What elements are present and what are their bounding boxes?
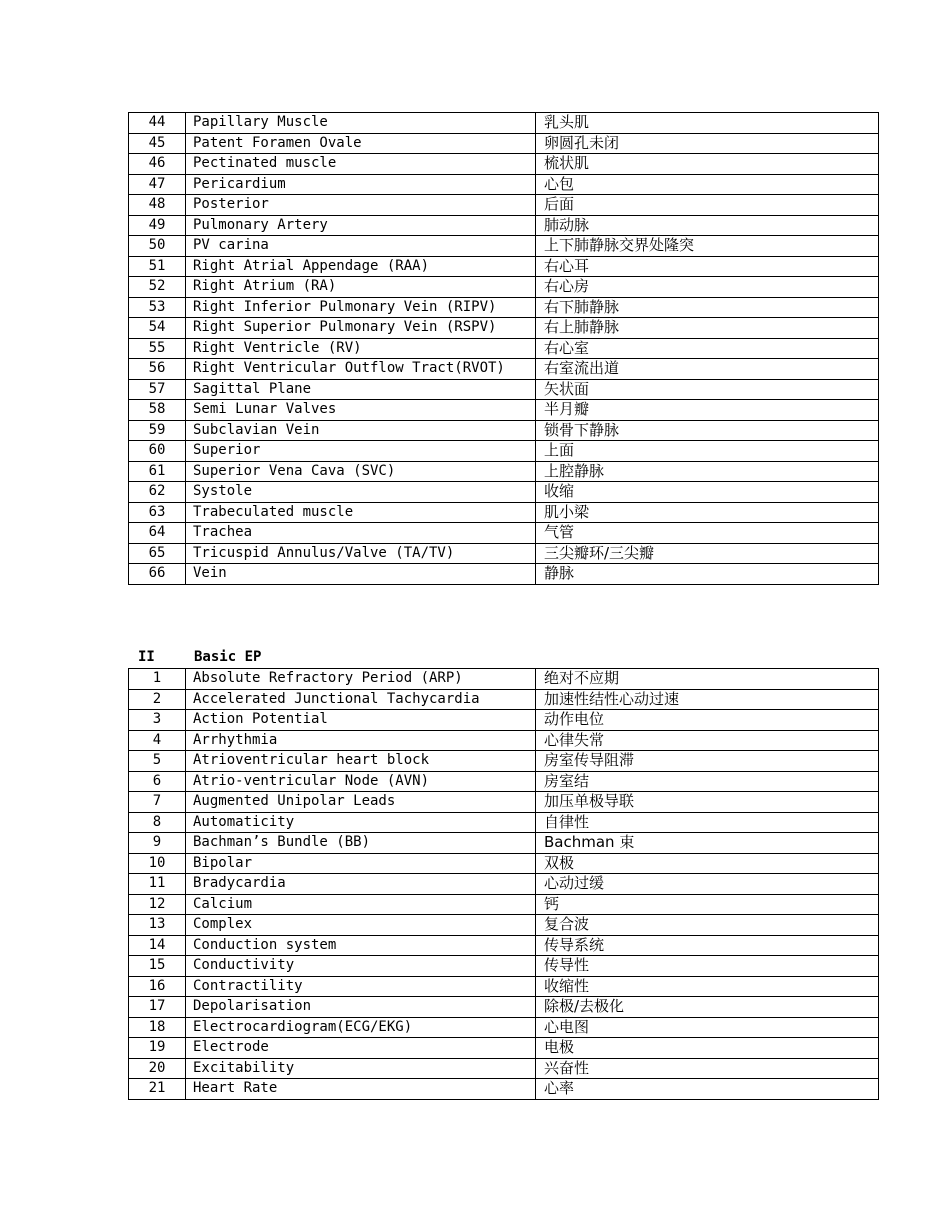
term-english: Action Potential <box>186 710 536 731</box>
row-number: 61 <box>129 461 186 482</box>
term-chinese: 右上肺静脉 <box>536 318 879 339</box>
table-row <box>129 792 879 813</box>
table-row <box>129 935 879 956</box>
table-row <box>129 874 879 895</box>
table-row <box>129 997 879 1018</box>
table-row <box>129 441 879 462</box>
table-row <box>129 669 879 690</box>
term-english: Trabeculated muscle <box>186 502 536 523</box>
term-english: Conduction system <box>186 935 536 956</box>
term-english: Papillary Muscle <box>186 113 536 134</box>
row-number: 9 <box>129 833 186 854</box>
table-row <box>129 894 879 915</box>
term-chinese: 右室流出道 <box>536 359 879 380</box>
row-number: 6 <box>129 771 186 792</box>
table-row <box>129 359 879 380</box>
row-number: 50 <box>129 236 186 257</box>
term-english: Atrio-ventricular Node (AVN) <box>186 771 536 792</box>
row-number: 5 <box>129 751 186 772</box>
term-chinese: 复合波 <box>536 915 879 936</box>
table-row <box>129 154 879 175</box>
row-number: 2 <box>129 689 186 710</box>
table-row <box>129 956 879 977</box>
term-chinese: 肌小梁 <box>536 502 879 523</box>
term-chinese: 心律失常 <box>536 730 879 751</box>
table-row <box>129 502 879 523</box>
term-chinese: 钙 <box>536 894 879 915</box>
glossary-table-2 <box>128 668 879 1100</box>
table-row <box>129 1038 879 1059</box>
row-number: 60 <box>129 441 186 462</box>
table-row <box>129 543 879 564</box>
term-english: Absolute Refractory Period (ARP) <box>186 669 536 690</box>
table-row <box>129 710 879 731</box>
row-number: 8 <box>129 812 186 833</box>
term-english: Pulmonary Artery <box>186 215 536 236</box>
term-chinese: 房室结 <box>536 771 879 792</box>
row-number: 12 <box>129 894 186 915</box>
row-number: 64 <box>129 523 186 544</box>
term-english: Electrocardiogram(ECG/EKG) <box>186 1017 536 1038</box>
row-number: 66 <box>129 564 186 585</box>
term-chinese: 电极 <box>536 1038 879 1059</box>
term-english: Sagittal Plane <box>186 379 536 400</box>
table-row <box>129 379 879 400</box>
term-english: Excitability <box>186 1058 536 1079</box>
table-row <box>129 236 879 257</box>
row-number: 52 <box>129 277 186 298</box>
table-row <box>129 751 879 772</box>
glossary-table-1-body <box>129 113 879 585</box>
term-english: Complex <box>186 915 536 936</box>
table-row <box>129 297 879 318</box>
row-number: 17 <box>129 997 186 1018</box>
term-english: Right Ventricular Outflow Tract(RVOT) <box>186 359 536 380</box>
term-english: Contractility <box>186 976 536 997</box>
term-english: Pericardium <box>186 174 536 195</box>
table-row <box>129 976 879 997</box>
table-row <box>129 461 879 482</box>
term-english: Calcium <box>186 894 536 915</box>
row-number: 13 <box>129 915 186 936</box>
row-number: 10 <box>129 853 186 874</box>
term-english: Posterior <box>186 195 536 216</box>
term-chinese: 兴奋性 <box>536 1058 879 1079</box>
term-english: Atrioventricular heart block <box>186 751 536 772</box>
term-chinese: 心电图 <box>536 1017 879 1038</box>
table-row <box>129 195 879 216</box>
term-chinese: 锁骨下静脉 <box>536 420 879 441</box>
term-chinese: 肺动脉 <box>536 215 879 236</box>
term-chinese: 上下肺静脉交界处隆突 <box>536 236 879 257</box>
term-chinese: 加压单极导联 <box>536 792 879 813</box>
table-row <box>129 215 879 236</box>
table-row <box>129 1058 879 1079</box>
row-number: 20 <box>129 1058 186 1079</box>
term-english: Pectinated muscle <box>186 154 536 175</box>
term-chinese: 静脉 <box>536 564 879 585</box>
term-chinese: 双极 <box>536 853 879 874</box>
row-number: 18 <box>129 1017 186 1038</box>
term-english: Superior Vena Cava (SVC) <box>186 461 536 482</box>
term-english: Conductivity <box>186 956 536 977</box>
table-row <box>129 771 879 792</box>
term-chinese: 半月瓣 <box>536 400 879 421</box>
row-number: 7 <box>129 792 186 813</box>
term-chinese: 收缩性 <box>536 976 879 997</box>
section-title: Basic EP <box>194 649 262 665</box>
row-number: 45 <box>129 133 186 154</box>
term-chinese: 传导性 <box>536 956 879 977</box>
table-row <box>129 730 879 751</box>
term-chinese: 动作电位 <box>536 710 879 731</box>
table-row <box>129 338 879 359</box>
row-number: 14 <box>129 935 186 956</box>
term-english: Patent Foramen Ovale <box>186 133 536 154</box>
term-chinese: 右心房 <box>536 277 879 298</box>
table-row <box>129 915 879 936</box>
row-number: 21 <box>129 1079 186 1100</box>
term-english: Semi Lunar Valves <box>186 400 536 421</box>
row-number: 56 <box>129 359 186 380</box>
term-english: Depolarisation <box>186 997 536 1018</box>
table-row <box>129 113 879 134</box>
term-chinese: 上面 <box>536 441 879 462</box>
glossary-table-1 <box>128 112 879 585</box>
row-number: 19 <box>129 1038 186 1059</box>
table-row <box>129 174 879 195</box>
table-row <box>129 1017 879 1038</box>
term-chinese: 加速性结性心动过速 <box>536 689 879 710</box>
row-number: 11 <box>129 874 186 895</box>
term-chinese: 右心耳 <box>536 256 879 277</box>
term-chinese: 传导系统 <box>536 935 879 956</box>
term-english: Right Superior Pulmonary Vein (RSPV) <box>186 318 536 339</box>
term-chinese: 矢状面 <box>536 379 879 400</box>
table-row <box>129 256 879 277</box>
term-english: Right Ventricle (RV) <box>186 338 536 359</box>
table-row <box>129 523 879 544</box>
table-row <box>129 400 879 421</box>
term-english: PV carina <box>186 236 536 257</box>
table-row <box>129 564 879 585</box>
table-row <box>129 812 879 833</box>
term-english: Subclavian Vein <box>186 420 536 441</box>
term-chinese: 心动过缓 <box>536 874 879 895</box>
term-chinese: 梳状肌 <box>536 154 879 175</box>
row-number: 57 <box>129 379 186 400</box>
term-chinese: 后面 <box>536 195 879 216</box>
term-english: Electrode <box>186 1038 536 1059</box>
term-english: Right Atrium (RA) <box>186 277 536 298</box>
table-row <box>129 277 879 298</box>
term-chinese: 心率 <box>536 1079 879 1100</box>
term-chinese: 卵圆孔未闭 <box>536 133 879 154</box>
term-chinese: 除极/去极化 <box>536 997 879 1018</box>
term-english: Right Inferior Pulmonary Vein (RIPV) <box>186 297 536 318</box>
row-number: 53 <box>129 297 186 318</box>
term-chinese: 右心室 <box>536 338 879 359</box>
section-number: II <box>138 649 155 665</box>
term-english: Tricuspid Annulus/Valve (TA/TV) <box>186 543 536 564</box>
term-chinese: 绝对不应期 <box>536 669 879 690</box>
term-english: Automaticity <box>186 812 536 833</box>
row-number: 63 <box>129 502 186 523</box>
row-number: 44 <box>129 113 186 134</box>
row-number: 1 <box>129 669 186 690</box>
term-english: Trachea <box>186 523 536 544</box>
term-chinese: 自律性 <box>536 812 879 833</box>
row-number: 46 <box>129 154 186 175</box>
term-chinese: 右下肺静脉 <box>536 297 879 318</box>
row-number: 4 <box>129 730 186 751</box>
table-row <box>129 853 879 874</box>
row-number: 48 <box>129 195 186 216</box>
term-english: Bipolar <box>186 853 536 874</box>
term-english: Superior <box>186 441 536 462</box>
table-row <box>129 482 879 503</box>
row-number: 15 <box>129 956 186 977</box>
row-number: 49 <box>129 215 186 236</box>
glossary-table-2-body <box>129 669 879 1100</box>
term-english: Systole <box>186 482 536 503</box>
table-row <box>129 133 879 154</box>
row-number: 59 <box>129 420 186 441</box>
term-chinese: 房室传导阻滞 <box>536 751 879 772</box>
row-number: 55 <box>129 338 186 359</box>
row-number: 54 <box>129 318 186 339</box>
row-number: 3 <box>129 710 186 731</box>
term-chinese: 乳头肌 <box>536 113 879 134</box>
term-english: Heart Rate <box>186 1079 536 1100</box>
term-english: Right Atrial Appendage (RAA) <box>186 256 536 277</box>
term-chinese: 心包 <box>536 174 879 195</box>
row-number: 16 <box>129 976 186 997</box>
row-number: 58 <box>129 400 186 421</box>
term-english: Augmented Unipolar Leads <box>186 792 536 813</box>
table-row <box>129 318 879 339</box>
term-chinese: Bachman 束 <box>536 833 879 854</box>
row-number: 51 <box>129 256 186 277</box>
term-english: Accelerated Junctional Tachycardia <box>186 689 536 710</box>
term-english: Bachman’s Bundle (BB) <box>186 833 536 854</box>
term-chinese: 收缩 <box>536 482 879 503</box>
term-english: Vein <box>186 564 536 585</box>
row-number: 62 <box>129 482 186 503</box>
term-chinese: 气管 <box>536 523 879 544</box>
table-row <box>129 833 879 854</box>
row-number: 47 <box>129 174 186 195</box>
table-row <box>129 1079 879 1100</box>
table-row <box>129 689 879 710</box>
table-row <box>129 420 879 441</box>
row-number: 65 <box>129 543 186 564</box>
term-chinese: 上腔静脉 <box>536 461 879 482</box>
term-english: Bradycardia <box>186 874 536 895</box>
term-english: Arrhythmia <box>186 730 536 751</box>
term-chinese: 三尖瓣环/三尖瓣 <box>536 543 879 564</box>
